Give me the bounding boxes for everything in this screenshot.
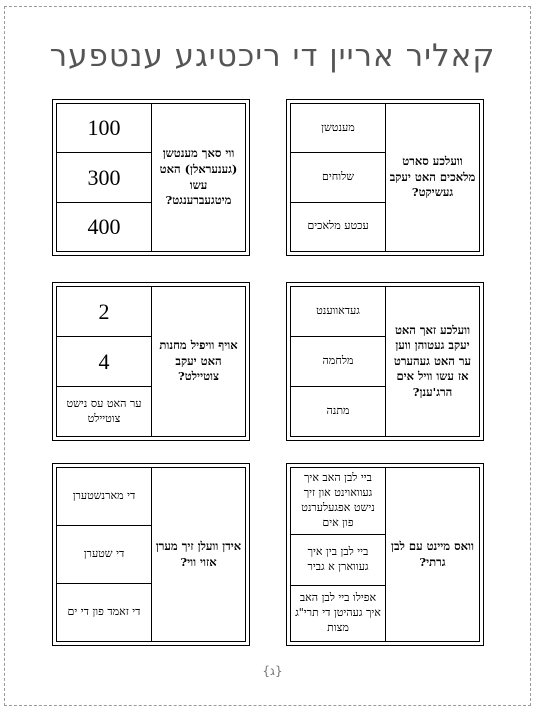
- page-title: קאליר אריין די ריכטיגע ענטפער: [49, 38, 496, 74]
- question-card-5: [286, 463, 484, 646]
- answer-option[interactable]: מענטשן: [321, 120, 355, 134]
- answer-option[interactable]: ביי לבן בין איך געווארן א גביר: [291, 534, 385, 585]
- answer-option[interactable]: די מארנשטערן: [72, 489, 136, 503]
- answer-option[interactable]: ביי לבן האב איך געוואוינט און זיך נישט אפגעלערנט פון אים: [301, 471, 375, 529]
- answer-option[interactable]: 4: [57, 336, 151, 386]
- answer-option[interactable]: געדאווענט: [316, 304, 360, 318]
- answer-option[interactable]: מתנה: [291, 386, 385, 436]
- answer-option[interactable]: שלוחים: [291, 152, 385, 201]
- answer-option[interactable]: מלחמה: [291, 336, 385, 386]
- answer-option[interactable]: 400: [57, 202, 151, 251]
- answer-option[interactable]: ער האט עס נישט צוטיילט: [57, 386, 151, 436]
- question-card-2: [52, 99, 250, 256]
- question-text: וועלכע זאך האט יעקב געטוהן ווען ער האט געהערט אז עשו וויל אים הרג'ענן?: [385, 287, 479, 436]
- answer-option[interactable]: די שטערן: [57, 525, 151, 583]
- question-text: אויף וויפיל מחנות האט יעקב צוטיילט?: [151, 287, 245, 436]
- question-card-3: [286, 282, 484, 441]
- answer-option[interactable]: 100: [87, 115, 121, 141]
- answer-option[interactable]: עכטע מלאכים: [291, 202, 385, 251]
- question-text: וועלכע סארט מלאכים האט יעקב געשיקט?: [385, 104, 479, 251]
- question-text: ווי סאך מענטשן (גענעראלן) האט עשו מיטגעברענגט?: [151, 104, 245, 251]
- answer-option[interactable]: 2: [98, 298, 110, 324]
- question-text: וואס מיינט עם לבן גרתי?: [385, 468, 479, 641]
- answer-option[interactable]: די זאמד פון די ים: [57, 583, 151, 641]
- answer-option[interactable]: 300: [57, 152, 151, 201]
- question-card-1: [286, 99, 484, 256]
- answer-option[interactable]: אפילו ביי לבן האב איך געהיטן די תרי"ג מצות: [291, 585, 385, 641]
- question-card-6: [52, 463, 250, 646]
- page-number: {ג}: [262, 664, 283, 678]
- question-text: אידן וועלן זיך מערן אזוי ווי?: [151, 468, 245, 641]
- question-card-4: [52, 282, 250, 441]
